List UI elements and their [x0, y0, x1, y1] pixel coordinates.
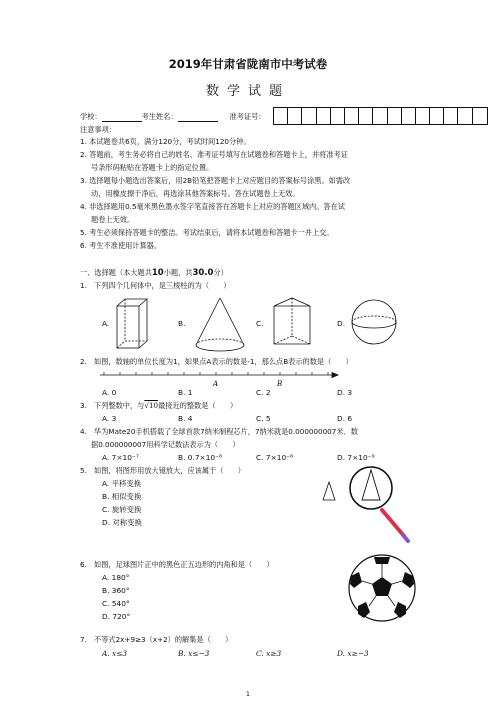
name-field — [178, 113, 218, 122]
q1-option-a[interactable]: A. — [102, 319, 110, 328]
soccer-ball-figure — [346, 552, 418, 624]
school-label: 学校： — [80, 112, 102, 121]
q6-option-d[interactable]: D. 720° — [102, 612, 131, 621]
note-line: 5. 考生必须保持答题卡的整洁。考试结束后，请将本试题卷和答题卡一并上交。 — [80, 228, 334, 237]
q2-option-d[interactable]: D. 3 — [337, 388, 353, 397]
section-heading: 一、选择题（本大题共10小题，共30.0分） — [80, 268, 228, 278]
note-line: 3. 选择题每小题选出答案后，用2B铅笔把答题卡上对应题目的答案标号涂黑。如需改 — [80, 176, 351, 185]
magnifier-figure — [348, 462, 418, 548]
question-4-stem-line: 据0.000000007用科学记数法表示为（ ） — [91, 440, 240, 449]
small-triangle-figure — [320, 480, 340, 502]
page-title: 2019年甘肃省陇南市中考试卷 — [168, 57, 328, 71]
q1-option-b[interactable]: B. — [178, 319, 186, 328]
q7-option-b[interactable]: B. x≤−3 — [178, 649, 210, 658]
q3-option-c[interactable]: C. 5 — [256, 414, 271, 423]
note-line: 题卷上无效。 — [91, 215, 135, 224]
q2-option-a[interactable]: A. 0 — [102, 388, 117, 397]
school-field — [102, 113, 142, 122]
q6-option-c[interactable]: C. 540° — [102, 599, 130, 608]
q2-option-b[interactable]: B. 1 — [178, 388, 193, 397]
question-7-stem: 7. 不等式2x+9≥3（x+2）的解集是（ ） — [80, 635, 233, 644]
q4-option-c[interactable]: C. 7×10⁻⁸ — [256, 453, 294, 462]
question-1-stem: 1. 下列四个几何体中，是三棱柱的为（ ） — [80, 281, 231, 290]
question-6-stem: 6. 如图，足球图片正中的黑色正五边形的内角和是（ ） — [80, 560, 274, 569]
q7-option-c[interactable]: C. x≥3 — [256, 649, 282, 658]
q3-option-b[interactable]: B. 4 — [178, 414, 193, 423]
notes-heading: 注意事项： — [80, 125, 116, 134]
q4-option-b[interactable]: B. 0.7×10⁻⁸ — [178, 453, 222, 462]
name-label: 考生姓名： — [141, 112, 178, 121]
sphere-figure — [350, 298, 400, 348]
note-line: 6. 考生不准使用计算器。 — [80, 241, 162, 250]
header-fields — [80, 112, 265, 122]
exam-no-label: 准考证号： — [229, 112, 266, 121]
question-3-stem: 3. 下列整数中，与√10最接近的整数是（ ） — [80, 401, 238, 410]
page-subtitle: 数学试题 — [205, 84, 290, 99]
question-5-stem: 5. 如图，将图形用放大镜放大，应该属于（ ） — [80, 466, 245, 475]
q1-option-d[interactable]: D. — [337, 319, 346, 328]
cone-figure — [193, 296, 249, 356]
q6-option-a[interactable]: A. 180° — [102, 573, 130, 582]
triangular-prism-figure — [268, 296, 320, 352]
exam-number-boxes — [273, 107, 488, 125]
cuboid-figure — [113, 296, 153, 352]
note-line: 号条形码粘贴在答题卡上的指定位置。 — [91, 163, 214, 172]
note-line: 4. 非选择题用0.5毫米黑色墨水签字笔直接答在答题卡上对应的答题区域内。答在试 — [80, 202, 345, 211]
page-number: 1 — [245, 690, 251, 698]
magnifier-lens — [350, 467, 392, 509]
q5-option-c[interactable]: C. 旋转变换 — [102, 505, 142, 514]
q1-option-c[interactable]: C. — [256, 319, 264, 328]
q5-option-b[interactable]: B. 相似变换 — [102, 492, 142, 501]
magnifier-handle — [382, 510, 404, 536]
magnifier-tip — [403, 535, 408, 541]
q6-option-b[interactable]: B. 360° — [102, 586, 130, 595]
point-a-label: A — [213, 380, 219, 388]
q3-option-d[interactable]: D. 6 — [337, 414, 353, 423]
q4-option-d[interactable]: D. 7×10⁻⁹ — [337, 453, 375, 462]
q2-option-c[interactable]: C. 2 — [256, 388, 271, 397]
question-4-stem-line: 4. 华为Mate20手机搭载了全球首款7纳米制程芯片，7纳米就是0.000000007米．数 — [80, 427, 358, 436]
point-b-label: B — [277, 380, 283, 388]
note-line: 动，用橡皮擦干净后，再选涂其他答案标号。答在试题卷上无效。 — [91, 189, 300, 198]
q7-option-d[interactable]: D. x≥−3 — [337, 649, 369, 658]
note-line: 1. 本试题卷共6页，满分120分，考试时间120分钟。 — [80, 137, 251, 146]
note-line: 2. 答题前，考生务必将自己的姓名、准考证号填写在试题卷和答题卡上，并将准考证 — [80, 150, 348, 159]
number-line — [100, 368, 340, 388]
question-2-stem: 2. 如图，数轴的单位长度为1，如果点A表示的数是-1，那么点B表示的数是（ ） — [80, 357, 353, 366]
q5-option-d[interactable]: D. 对称变换 — [102, 518, 142, 527]
q5-option-a[interactable]: A. 平移变换 — [102, 479, 142, 488]
q3-option-a[interactable]: A. 3 — [102, 414, 117, 423]
q4-option-a[interactable]: A. 7×10⁻⁷ — [102, 453, 139, 462]
q7-option-a[interactable]: A. x≤3 — [102, 649, 128, 658]
